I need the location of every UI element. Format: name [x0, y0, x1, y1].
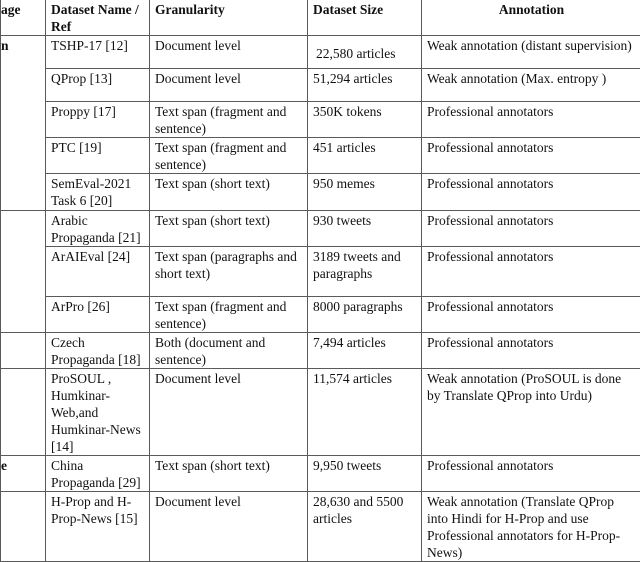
- language-cell: n: [1, 36, 46, 211]
- annotation-cell-text: Professional annotators: [427, 299, 553, 314]
- granularity-cell: [150, 247, 308, 297]
- granularity-cell: [150, 297, 308, 333]
- granularity-cell: [150, 211, 308, 247]
- table-row: [1, 333, 640, 369]
- header-dataset-size: Dataset Size: [308, 0, 422, 36]
- header-row: [1, 0, 640, 36]
- annotation-cell-text: Weak annotation (Max. entropy ): [427, 71, 606, 86]
- table-row: [1, 369, 640, 456]
- dataset-size-cell-text: 22,580 articles: [313, 37, 416, 62]
- language-cell: [1, 369, 46, 456]
- annotation-cell-text: Professional annotators: [427, 249, 553, 264]
- granularity-cell: [150, 492, 308, 562]
- dataset-size-cell-text: 8000 paragraphs: [313, 299, 403, 314]
- granularity-cell-text: Document level: [155, 371, 241, 386]
- dataset-size-cell: [308, 36, 422, 69]
- granularity-cell-text: Text span (fragment and sentence): [155, 104, 286, 136]
- dataset-size-cell: [308, 102, 422, 138]
- dataset-name-cell-text: ArAIEval [24]: [51, 249, 130, 264]
- granularity-cell: [150, 138, 308, 174]
- annotation-cell-text: Professional annotators: [427, 176, 553, 191]
- dataset-size-cell: [308, 369, 422, 456]
- dataset-size-cell-text: 51,294 articles: [313, 71, 392, 86]
- granularity-cell-text: Text span (short text): [155, 213, 270, 228]
- dataset-name-cell-text: TSHP-17 [12]: [51, 38, 128, 53]
- dataset-name-cell-text: PTC [19]: [51, 140, 102, 155]
- annotation-cell-text: Professional annotators: [427, 458, 553, 473]
- granularity-cell: [150, 333, 308, 369]
- granularity-cell: [150, 369, 308, 456]
- annotation-cell: [422, 174, 640, 211]
- granularity-cell: [150, 69, 308, 102]
- annotation-cell: [422, 247, 640, 297]
- dataset-size-cell-text: 11,574 articles: [313, 371, 392, 386]
- annotation-cell-text: Weak annotation (Translate QProp into Hindi for H-Prop and use Professional annotators for H-Prop-News): [427, 494, 620, 560]
- granularity-cell: [150, 36, 308, 69]
- dataset-name-cell: [46, 138, 150, 174]
- annotation-cell: [422, 369, 640, 456]
- granularity-cell-text: Both (document and sentence): [155, 335, 265, 367]
- table-row: [1, 138, 640, 174]
- annotation-cell: [422, 69, 640, 102]
- dataset-name-cell: [46, 211, 150, 247]
- dataset-name-cell-text: SemEval-2021 Task 6 [20]: [51, 176, 131, 208]
- dataset-size-cell: [308, 174, 422, 211]
- dataset-size-cell-text: 950 memes: [313, 176, 375, 191]
- dataset-size-cell-text: 3189 tweets and paragraphs: [313, 249, 401, 281]
- table-row: [1, 456, 640, 492]
- annotation-cell: [422, 211, 640, 247]
- table-row: [1, 102, 640, 138]
- annotation-cell: [422, 138, 640, 174]
- granularity-cell: [150, 102, 308, 138]
- annotation-cell-text: Weak annotation (ProSOUL is done by Translate QProp into Urdu): [427, 371, 621, 403]
- granularity-cell-text: Text span (paragraphs and short text): [155, 249, 297, 281]
- dataset-name-cell: [46, 492, 150, 562]
- granularity-cell-text: Text span (fragment and sentence): [155, 140, 286, 172]
- dataset-size-cell-text: 350K tokens: [313, 104, 382, 119]
- dataset-name-cell: [46, 36, 150, 69]
- annotation-cell: [422, 456, 640, 492]
- language-cell: e: [1, 456, 46, 492]
- table-row: [1, 174, 640, 211]
- header-annotation: Annotation: [422, 0, 640, 36]
- dataset-size-cell: [308, 138, 422, 174]
- table-row: [1, 297, 640, 333]
- dataset-size-cell-text: 930 tweets: [313, 213, 371, 228]
- dataset-size-cell: [308, 456, 422, 492]
- header-dataset-name: Dataset Name / Ref: [46, 0, 150, 36]
- dataset-size-cell: [308, 211, 422, 247]
- table-row: [1, 247, 640, 297]
- dataset-name-cell-text: QProp [13]: [51, 71, 112, 86]
- dataset-name-cell: [46, 174, 150, 211]
- granularity-cell-text: Text span (fragment and sentence): [155, 299, 286, 331]
- dataset-name-cell-text: H-Prop and H-Prop-News [15]: [51, 494, 138, 526]
- dataset-name-cell-text: Proppy [17]: [51, 104, 116, 119]
- language-cell: [1, 492, 46, 562]
- dataset-name-cell-text: ProSOUL , Humkinar-Web,and Humkinar-News [14]: [51, 371, 141, 454]
- granularity-cell-text: Document level: [155, 494, 241, 509]
- dataset-size-cell: [308, 69, 422, 102]
- dataset-size-cell-text: 451 articles: [313, 140, 376, 155]
- header-granularity: Granularity: [150, 0, 308, 36]
- annotation-cell: [422, 36, 640, 69]
- dataset-name-cell: [46, 69, 150, 102]
- dataset-name-cell: [46, 297, 150, 333]
- annotation-cell-text: Professional annotators: [427, 213, 553, 228]
- table-row: [1, 211, 640, 247]
- annotation-cell-text: Professional annotators: [427, 140, 553, 155]
- dataset-size-cell: [308, 247, 422, 297]
- dataset-size-cell-text: 28,630 and 5500 articles: [313, 494, 403, 526]
- dataset-name-cell: [46, 456, 150, 492]
- dataset-name-cell: [46, 102, 150, 138]
- dataset-name-cell: [46, 247, 150, 297]
- dataset-name-cell-text: ArPro [26]: [51, 299, 110, 314]
- annotation-cell-text: Professional annotators: [427, 335, 553, 350]
- granularity-cell-text: Text span (short text): [155, 458, 270, 473]
- header-language: age: [1, 0, 46, 36]
- granularity-cell: [150, 456, 308, 492]
- dataset-name-cell-text: Czech Propaganda [18]: [51, 335, 141, 367]
- dataset-name-cell: [46, 369, 150, 456]
- language-cell: [1, 333, 46, 369]
- granularity-cell: [150, 174, 308, 211]
- annotation-cell: [422, 492, 640, 562]
- annotation-cell-text: Professional annotators: [427, 104, 553, 119]
- granularity-cell-text: Document level: [155, 71, 241, 86]
- dataset-size-cell-text: 7,494 articles: [313, 335, 386, 350]
- dataset-size-cell: [308, 297, 422, 333]
- language-cell: [1, 211, 46, 333]
- granularity-cell-text: Document level: [155, 38, 241, 53]
- dataset-name-cell: [46, 333, 150, 369]
- dataset-size-cell: [308, 333, 422, 369]
- table-row: [1, 492, 640, 562]
- dataset-size-cell-text: 9,950 tweets: [313, 458, 381, 473]
- dataset-size-cell: [308, 492, 422, 562]
- annotation-cell-text: Weak annotation (distant supervision): [427, 38, 632, 53]
- annotation-cell: [422, 102, 640, 138]
- annotation-cell: [422, 297, 640, 333]
- granularity-cell-text: Text span (short text): [155, 176, 270, 191]
- table-row: [1, 36, 640, 69]
- annotation-cell: [422, 333, 640, 369]
- dataset-name-cell-text: Arabic Propaganda [21]: [51, 213, 141, 245]
- dataset-name-cell-text: China Propaganda [29]: [51, 458, 141, 490]
- table-row: [1, 69, 640, 102]
